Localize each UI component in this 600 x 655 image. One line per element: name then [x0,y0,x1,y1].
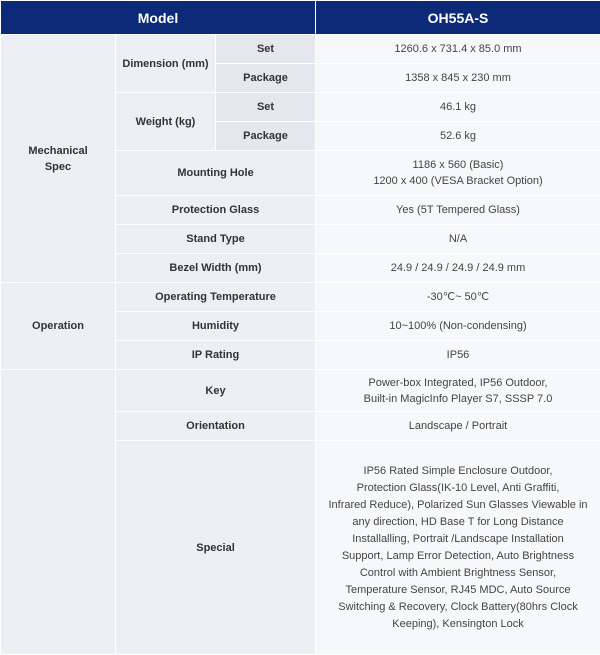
category-label: Mechanical Spec [28,143,88,175]
special-value-line: Protection Glass(IK-10 Level, Anti Graffiti, [320,480,596,497]
dimension-set-value: 1260.6 x 731.4 x 85.0 mm [316,35,600,64]
ip-rating-value: IP56 [316,341,600,370]
protection-glass-label: Protection Glass [116,196,316,225]
special-value-line: any direction, HD Base T for Long Distance [320,514,596,531]
protection-glass-value: Yes (5T Tempered Glass) [316,196,600,225]
special-value-line: Temperature Sensor, RJ45 MDC, Auto Source [320,582,596,599]
special-value-line: Switching & Recovery, Clock Battery(80hrs Clock [320,599,596,616]
humidity-label: Humidity [116,312,316,341]
orientation-value: Landscape / Portrait [316,412,600,441]
model-header: Model [1,1,316,35]
table-row [1,370,600,412]
special-value-line: Installalling, Portrait /Landscape Installation [320,531,596,548]
stand-type-label: Stand Type [116,225,316,254]
special-value-line: Support, Lamp Error Detection, Auto Brightness [320,548,596,565]
model-value-header: OH55A-S [316,1,600,35]
mounting-hole-value-line: 1200 x 400 (VESA Bracket Option) [320,173,596,189]
special-label: Special [116,441,316,655]
key-label: Key [116,370,316,412]
key-value-line: Power-box Integrated, IP56 Outdoor, [320,375,596,391]
category-mechanical-spec [1,35,116,283]
ip-rating-label: IP Rating [116,341,316,370]
weight-package-value: 52.6 kg [316,122,600,151]
special-value-line: Infrared Reduce), Polarized Sun Glasses Viewable in [320,497,596,514]
table-row [1,35,600,64]
dimension-label: Dimension (mm) [116,35,216,93]
special-value-line: IP56 Rated Simple Enclosure Outdoor, [320,463,596,480]
special-value-line: Keeping), Kensington Lock [320,616,596,633]
operating-temperature-value: -30℃~ 50℃ [316,283,600,312]
orientation-label: Orientation [116,412,316,441]
key-value [316,370,600,412]
header-row [1,1,600,35]
dimension-set-label: Set [216,35,316,64]
mounting-hole-value [316,151,600,196]
key-value-line: Built-in MagicInfo Player S7, SSSP 7.0 [320,391,596,407]
bezel-width-value: 24.9 / 24.9 / 24.9 / 24.9 mm [316,254,600,283]
special-value [316,441,600,655]
operating-temperature-label: Operating Temperature [116,283,316,312]
bezel-width-label: Bezel Width (mm) [116,254,316,283]
table-row [1,283,600,312]
dimension-package-value: 1358 x 845 x 230 mm [316,64,600,93]
weight-set-label: Set [216,93,316,122]
category-feature [1,370,116,655]
weight-label: Weight (kg) [116,93,216,151]
weight-set-value: 46.1 kg [316,93,600,122]
humidity-value: 10~100% (Non-condensing) [316,312,600,341]
mounting-hole-label: Mounting Hole [116,151,316,196]
special-value-line: Control with Ambient Brightness Sensor, [320,565,596,582]
dimension-package-label: Package [216,64,316,93]
category-operation: Operation [1,283,116,370]
mounting-hole-value-line: 1186 x 560 (Basic) [320,157,596,173]
stand-type-value: N/A [316,225,600,254]
weight-package-label: Package [216,122,316,151]
